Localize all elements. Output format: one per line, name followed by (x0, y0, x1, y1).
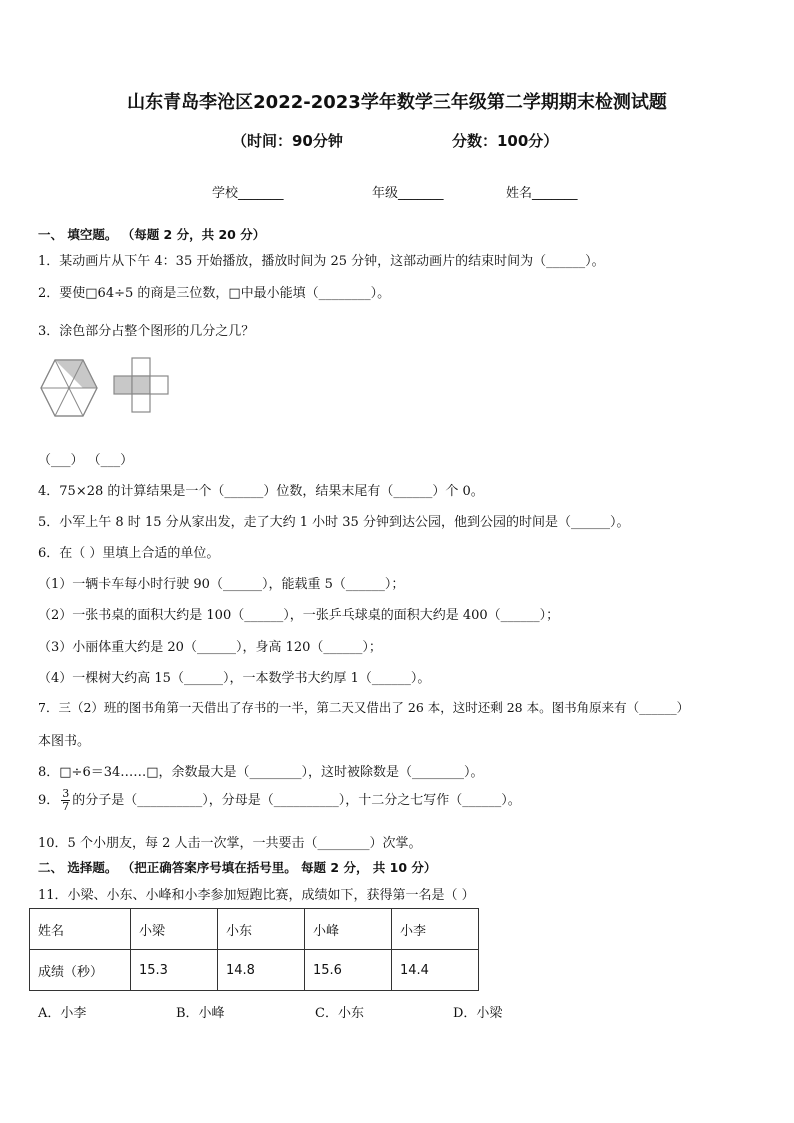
exam-score: 分数：100分） (452, 132, 559, 150)
question-7-line1: 7．三（2）班的图书角第一天借出了存书的一半，第二天又借出了 26 本，这时还剩 28 本。图书角原来有（______） (38, 700, 690, 715)
question-5: 5．小军上午 8 时 15 分从家出发，走了大约 1 小时 35 分钟到达公园，他到公园的时间是（______）。 (38, 515, 630, 530)
cross-figure (114, 358, 168, 412)
table-cell: 成绩（秒） (30, 950, 131, 991)
option-a: A．小李 (38, 1006, 87, 1021)
question-3: 3．涂色部分占整个图形的几分之几？ (38, 324, 255, 339)
question-7-line2: 本图书。 (38, 734, 91, 749)
table-cell: 姓名 (30, 909, 131, 950)
school-field: 学校_______ (212, 186, 284, 201)
question-9-prefix: 9． (38, 793, 60, 808)
table-cell: 小东 (218, 909, 305, 950)
question-6-2: （2）一张书桌的面积大约是 100（______），一张乒乓球桌的面积大约是 400（______）； (38, 608, 560, 623)
table-cell: 15.3 (131, 950, 218, 991)
fraction-numerator: 3 (62, 787, 70, 800)
question-3-figures (38, 356, 188, 420)
question-4: 4．75×28 的计算结果是一个（______）位数，结果末尾有（______）个 0。 (38, 484, 484, 499)
option-b: B．小峰 (176, 1006, 225, 1021)
table-cell: 14.4 (392, 950, 479, 991)
hexagon-figure (41, 360, 97, 416)
grade-field: 年级_______ (372, 186, 444, 201)
question-3-answers: （___） （___） (38, 453, 134, 468)
question-6: 6．在（ ）里填上合适的单位。 (38, 546, 220, 561)
question-9-text: 的分子是（__________），分母是（__________），十二分之七写作（______）。 (72, 793, 521, 808)
fraction-three-sevenths (61, 788, 70, 813)
table-row (30, 950, 479, 991)
table-row (30, 909, 479, 950)
exam-time: （时间：90分钟 (232, 132, 343, 150)
table-cell: 小李 (392, 909, 479, 950)
table-cell: 14.8 (218, 950, 305, 991)
question-10: 10．5 个小朋友，每 2 人击一次掌，一共要击（________）次掌。 (38, 836, 422, 851)
question-2: 2．要使□64÷5 的商是三位数，□中最小能填（________）。 (38, 286, 391, 301)
option-c: C．小东 (315, 1006, 364, 1021)
section2-heading: 二、 选择题。 （把正确答案序号填在括号里。 每题 2 分， 共 10 分） (38, 860, 437, 875)
option-d: D．小梁 (453, 1006, 503, 1021)
question-6-3: （3）小丽体重大约是 20（______），身高 120（______）； (38, 640, 382, 655)
question-6-1: （1）一辆卡车每小时行驶 90（______），能载重 5（______）； (38, 577, 405, 592)
results-table (29, 908, 479, 991)
table-cell: 小峰 (305, 909, 392, 950)
name-field: 姓名_______ (506, 186, 578, 201)
page-title: 山东青岛李沧区2022-2023学年数学三年级第二学期期末检测试题 (127, 92, 667, 113)
question-11: 11．小梁、小东、小峰和小李参加短跑比赛，成绩如下，获得第一名是（ ） (38, 888, 475, 903)
question-9 (38, 788, 521, 813)
fraction-denominator: 7 (62, 800, 70, 813)
question-8: 8．□÷6＝34……□，余数最大是（________），这时被除数是（________）。 (38, 765, 484, 780)
question-1: 1．某动画片从下午 4：35 开始播放，播放时间为 25 分钟，这部动画片的结束时间为（______）。 (38, 254, 605, 269)
section1-heading: 一、 填空题。 （每题 2 分，共 20 分） (38, 227, 266, 242)
table-cell: 小梁 (131, 909, 218, 950)
question-6-4: （4）一棵树大约高 15（______），一本数学书大约厚 1（______）。 (38, 671, 431, 686)
table-cell: 15.6 (305, 950, 392, 991)
